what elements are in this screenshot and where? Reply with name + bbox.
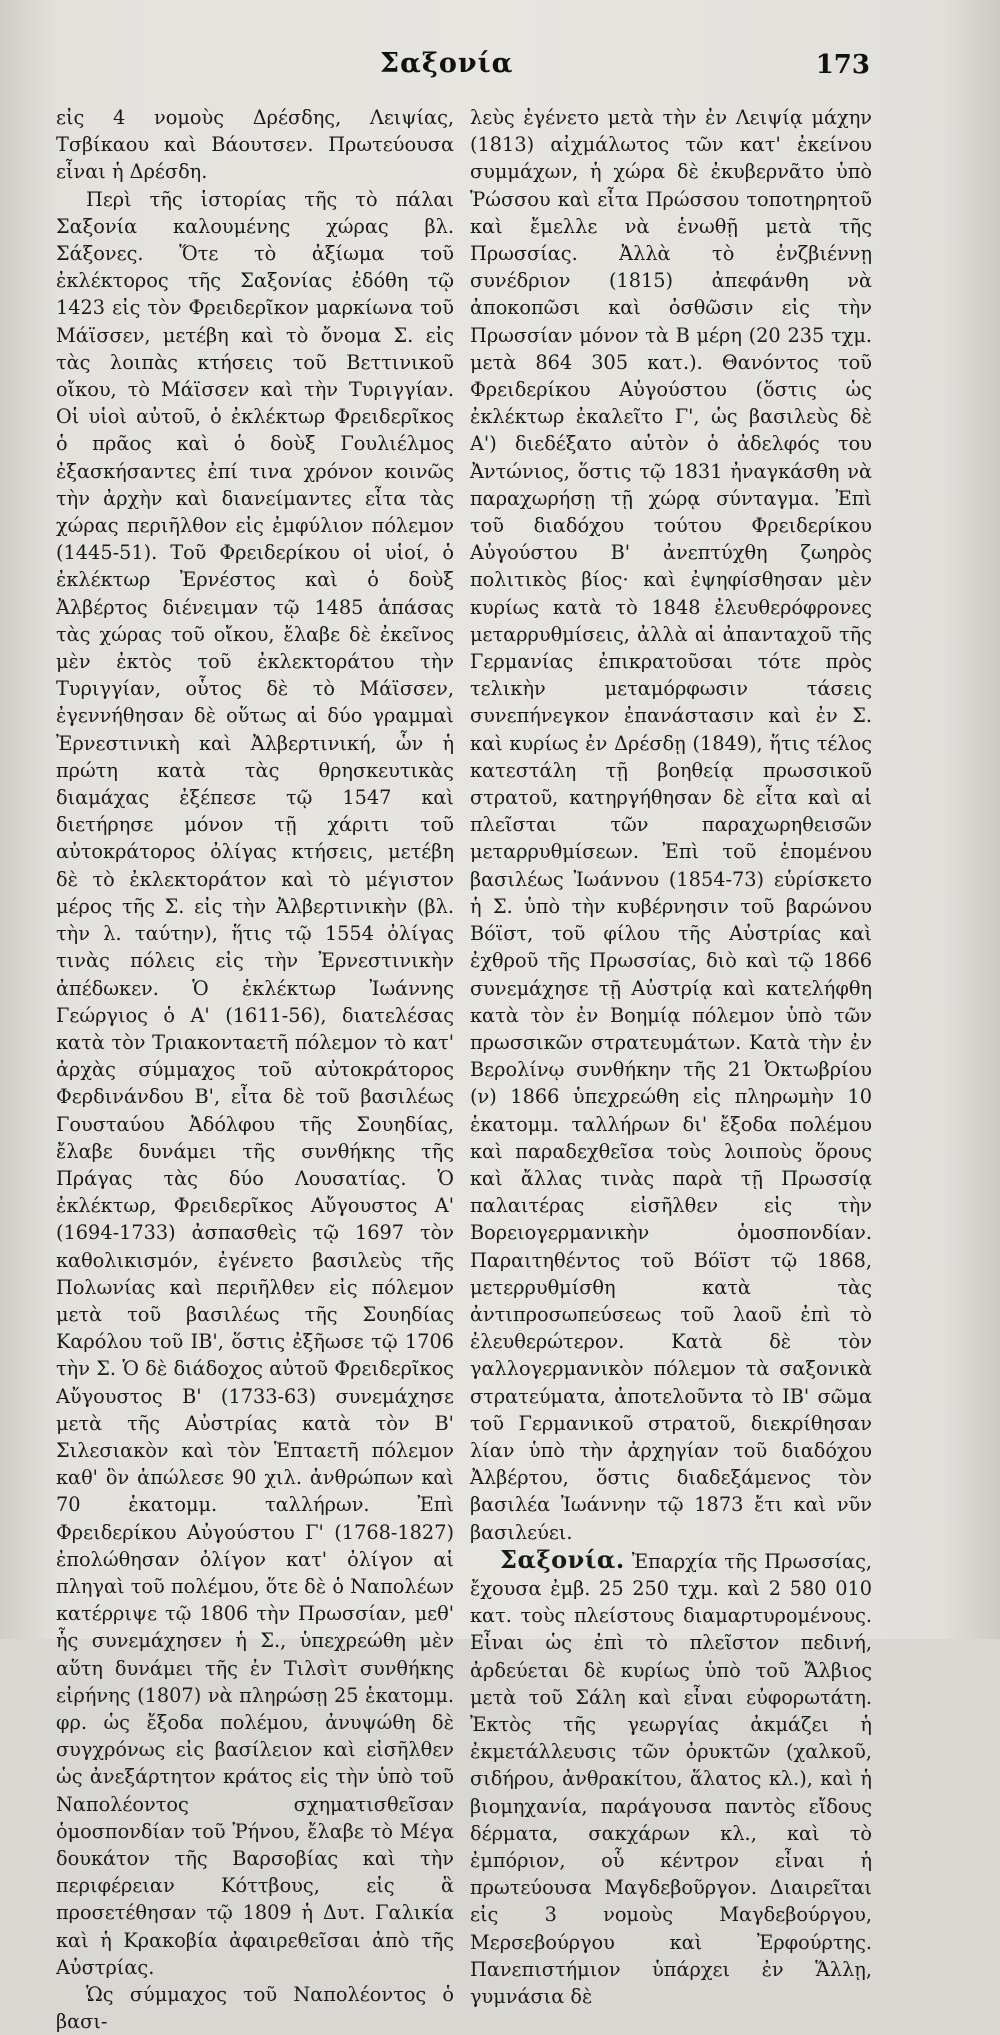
paragraph-history: Περὶ τῆς ἱστορίας τῆς τὸ πάλαι Σαξονία καλουμένης χώρας βλ. Σάξονες. Ὅτε τὸ ἀξίωμα τοῦ ἐκλέκτορος τῆς Σαξονίας ἐδόθη τῷ 1423 εἰς τὸν Φρειδερῖκον μαρκίωνα τοῦ Μάϊσσεν, μετέβη καὶ τὸ ὄνομα Σ. εἰς τὰς λοιπὰς κτήσεις τοῦ Βεττινικοῦ οἴκου, τὸ Μάϊσσεν καὶ τὴν Τυριγγίαν. Οἱ υἱοὶ αὐτοῦ, ὁ ἐκλέκτωρ Φρειδερῖκος ὁ πρᾶος καὶ ὁ δοὺξ Γουλιέλμος ἐξασκήσαντες ἐπί τινα χρόνον κοινῶς τὴν ἀρχὴν καὶ διανείμαντες εἶτα τὰς χώρας περιῆλθον εἰς ἐμφύλιον πόλεμον (1445-51). Τοῦ Φρειδερίκου οἱ υἱοί, ὁ ἐκλέκτωρ Ἐρνέστος καὶ ὁ δοὺξ Ἀλβέρτος διένειμαν τῷ 1485 ἁπάσας τὰς χώρας τοῦ οἴκου, ἔλαβε δὲ ἐκεῖνος μὲν ἐκτὸς τοῦ ἐκλεκτοράτου τὴν Τυριγγίαν, οὗτος δὲ τὸ Μάϊσσεν, ἐγεννήθησαν δὲ οὕτως αἱ δύο γραμμαὶ Ἐρνεστινικὴ καὶ Ἀλβερτινική, ὧν ἡ πρώτη κατὰ τὰς θρησκευτικὰς διαμάχας ἐξέπεσε τῷ 1547 καὶ διετήρησε μόνον τῇ χάριτι τοῦ αὐτοκράτορος ὀλίγας κτήσεις, μετέβη δὲ τὸ ἐκλεκτοράτον καὶ τὸ μέγιστον μέρος τῆς Σ. εἰς τὴν Ἀλβερτινικὴν (βλ. τὴν λ. ταύτην), ἥτις τῷ 1554 ὀλίγας τινὰς πόλεις εἰς τὴν Ἐρνεστινικὴν ἀπέδωκεν. Ὁ ἐκλέκτωρ Ἰωάννης Γεώργιος ὁ Α' (1611-56), διατελέσας κατὰ τὸν Τριακονταετῆ πόλεμον τὸ κατ' ἀρχὰς σύμμαχος τοῦ αὐτοκράτορος Φερδινάνδου Β', εἶτα δὲ τοῦ βασιλέως Γουσταύου Ἀδόλφου τῆς Σουηδίας, ἔλαβε δυνάμει τῆς συνθήκης τῆς Πράγας τὰς δύο Λουσατίας. Ὁ ἐκλέκτωρ, Φρειδερῖκος Αὔγουστος Α' (1694-1733) ἀσπασθεὶς τῷ 1697 τὸν καθολικισμόν, ἐγένετο βασιλεὺς τῆς Πολωνίας καὶ περιῆλθεν εἰς πόλεμον μετὰ τοῦ βασιλέως τῆς Σουηδίας Καρόλου τοῦ ΙΒ', ὅστις ἐξῆωσε τῷ 1706 τὴν Σ. Ὁ δὲ διάδοχος αὐτοῦ Φρειδερῖκος Αὔγουστος Β' (1733-63) συνεμάχησε μετὰ τῆς Αὐστρίας κατὰ τὸν Β' Σιλεσιακὸν καὶ τὸν Ἑπταετῆ πόλεμον καθ' ὃν ἀπώλεσε 90 χιλ. ἀνθρώπων καὶ 70 ἑκατομμ. ταλλήρων. Ἐπὶ Φρειδερίκου Αὐγούστου Γ' (1768-1827) ἐπολώθησαν ὀλίγον κατ' ὀλίγον αἱ πληγαὶ τοῦ πολέμου, ὅτε δὲ ὁ Ναπολέων κατέρριψε τῷ 1806 τὴν Πρωσσίαν, μεθ' ἧς συνεμάχησεν ἡ Σ., ὑπεχρεώθη μὲν αὕτη δυνάμει τῆς ἐν Τιλσὶτ συνθήκης εἰρήνης (1807) νὰ πληρώσῃ 25 ἑκατομμ. φρ. ὡς ἔξοδα πολέμου, ἀνυψώθη δὲ συγχρόνως εἰς βασίλειον καὶ εἰσῆλθεν ὡς ἀνεξάρτητον κράτος εἰς τὴν ὑπὸ τοῦ Ναπολέοντος σχηματισθεῖσαν ὁμοσπονδίαν τοῦ Ῥήνου, ἔλαβε τὸ Μέγα δουκάτον τῆς Βαρσοβίας καὶ τὴν περιφέρειαν Κόττβους, εἰς ἃ προσετέθησαν τῷ 1809 ἡ Δυτ. Γαλικία καὶ ἡ Κρακοβία ἀφαιρεθεῖσαι ἀπὸ τῆς Αὐστρίας. (56, 187, 454, 1979)
right-column (470, 104, 872, 2010)
entry-saxony-province (470, 1546, 872, 2010)
paragraph-continuation: λεὺς ἐγένετο μετὰ τὴν ἐν Λειψίᾳ μάχην (1813) αἰχμάλωτος τῶν κατ' ἐκείνου συμμάχων, ἡ χώρα δὲ ἐκυβερνᾶτο ὑπὸ Ῥώσσου καὶ εἶτα Πρώσσου τοποτηρητοῦ καὶ ἔμελλε νὰ ἑνωθῇ μετὰ τῆς Πρωσσίας. Ἀλλὰ τὸ ἐνζβιέννῃ συνέδριον (1815) ἀπεφάνθη νὰ ἀποκοπῶσι καὶ ὀσθῶσιν εἰς τὴν Πρωσσίαν μόνον τὰ Β μέρη (20 235 τχμ. μετὰ 864 305 κατ.). Θανόντος τοῦ Φρειδερίκου Αὐγούστου (ὅστις ὡς ἐκλέκτωρ ἐκαλεῖτο Γ', ὡς βασιλεὺς δὲ Α') διεδέξατο αὐτὸν ὁ ἀδελφός του Ἀντώνιος, ὅστις τῷ 1831 ἠναγκάσθη νὰ παραχωρήσῃ τῇ χώρᾳ σύνταγμα. Ἐπὶ τοῦ διαδόχου τούτου Φρειδερίκου Αὐγούστου Β' ἀνεπτύχθη ζωηρὸς πολιτικὸς βίος· καὶ ἐψηφίσθησαν μὲν κυρίως κατὰ τὸ 1848 ἐλευθερόφρονες μεταρρυθμίσεις, ἀλλὰ αἱ ἀπανταχοῦ τῆς Γερμανίας ἐπικρατοῦσαι τότε πρὸς τελικὴν μεταμόρφωσιν τάσεις συνεπήνεγκον ἐπανάστασιν καὶ ἐν Σ. καὶ κυρίως ἐν Δρέσδῃ (1849), ἥτις τέλος κατεστάλη τῇ βοηθείᾳ πρωσσικοῦ στρατοῦ, κατηργήθησαν δὲ εἶτα καὶ αἱ πλεῖσται τῶν παραχωρηθεισῶν μεταρρυθμίσεων. Ἐπὶ τοῦ ἑπομένου βασιλέως Ἰωάννου (1854-73) εὑρίσκετο ἡ Σ. ὑπὸ τὴν κυβέρνησιν τοῦ βαρώνου Βόϊστ, τοῦ φίλου τῆς Αὐστρίας καὶ ἐχθροῦ τῆς Πρωσσίας, διὸ καὶ τῷ 1866 συνεμάχησε τῇ Αὐστρίᾳ καὶ κατελήφθη κατὰ τὸν ἐν Βοημίᾳ πόλεμον ὑπὸ τῶν πρωσσικῶν στρατευμάτων. Κατὰ τὴν ἐν Βερολίνῳ συνθήκην τῆς 21 Ὀκτωβρίου (ν) 1866 ὑπεχρεώθη εἰς πληρωμὴν 10 ἑκατομμ. ταλλήρων δι' ἔξοδα πολέμου καὶ παραδεχθεῖσα τοὺς λοιποὺς ὅρους καὶ ἄλλας τινὰς παρὰ τῇ Πρωσσίᾳ παλαιτέρας εἰσῆλθεν εἰς τὴν Βορειογερμανικὴν ὁμοσπονδίαν. Παραιτηθέντος τοῦ Βόϊστ τῷ 1868, μετερρυθμίσθη κατὰ τὰς ἀντιπροσωπεύσεως τοῦ λαοῦ ἐπὶ τὸ ἐλευθερώτερον. Κατὰ δὲ τὸν γαλλογερμανικὸν πόλεμον τὰ σαξονικὰ στρατεύματα, ἀποτελοῦντα τὸ ΙΒ' σῶμα τοῦ Γερμανικοῦ στρατοῦ, διεκρίθησαν λίαν ὑπὸ τὴν ἀρχηγίαν τοῦ διαδόχου Ἀλβέρτου, ὅστις διαδεξάμενος τὸν βασιλέα Ἰωάννην τῷ 1873 ἔτι καὶ νῦν βασιλεύει. (470, 106, 872, 1544)
left-column (56, 104, 454, 2035)
entry-body: Ἐπαρχία τῆς Πρωσσίας, ἔχουσα ἐμβ. 25 250 τχμ. καὶ 2 580 010 κατ. τοὺς πλείστους διαμαρτυρομένους. Εἶναι ὡς ἐπὶ τὸ πλεῖστον πεδινή, ἀρδεύεται δὲ κυρίως ὑπὸ τοῦ Ἄλβιος μετὰ τοῦ Σάλη καὶ εἶναι εὐφορωτάτη. Ἐκτὸς τῆς γεωργίας ἀκμάζει ἡ ἐκμετάλλευσις τῶν ὀρυκτῶν (χαλκοῦ, σιδήρου, ἀνθρακίτου, ἅλατος κλ.), καὶ ἡ βιομηχανία, παράγουσα παντὸς εἴδους δέρματα, σακχάρων κλ., καὶ τὸ ἐμπόριον, οὗ κέντρον εἶναι ἡ πρωτεύουσα Μαγδεβοῦργον. Διαιρεῖται εἰς 3 νομοὺς Μαγδεβούργου, Μερσεβούργου καὶ Ἐρφούρτης. Πανεπιστήμιον ὑπάρχει ἐν Ἅλλῃ, γυμνάσια δὲ (470, 1549, 872, 2009)
paragraph-ally: Ὡς σύμμαχος τοῦ Ναπολέοντος ὁ βασι- (56, 1983, 454, 2034)
entry-headword: Σαξονία. (500, 1544, 625, 1574)
page-header (0, 48, 1000, 88)
page-number: 173 (815, 50, 870, 80)
paragraph-counties: εἰς 4 νομοὺς Δρέσδης, Λειψίας, Τσβίκαου καὶ Βάουτσεν. Πρωτεύουσα εἶναι ἡ Δρέσδη. (56, 106, 454, 184)
running-title: Σαξονία (380, 48, 514, 79)
